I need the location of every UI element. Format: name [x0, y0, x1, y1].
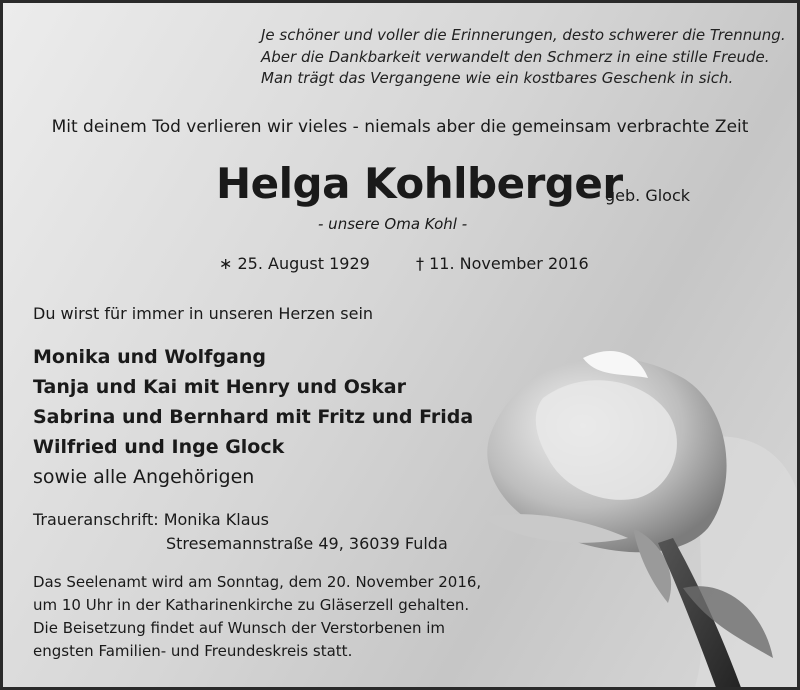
relatives-line: sowie alle Angehörigen — [33, 466, 255, 488]
survivor-name: Tanja und Kai mit Henry und Oskar — [33, 376, 406, 398]
condolence-address-street: Stresemannstraße 49, 36039 Fulda — [166, 534, 448, 553]
service-info — [33, 571, 481, 663]
quote-line: Aber die Dankbarkeit verwandelt den Schmerz in eine stille Freude. — [261, 47, 770, 66]
quote-line: Je schöner und voller die Erinnerungen, desto schwerer die Trennung. — [261, 26, 786, 44]
intro-line: Mit deinem Tod verlieren wir vieles - niemals aber die gemeinsam verbrachte Zeit — [51, 117, 749, 137]
nickname: - unsere Oma Kohl - — [318, 215, 468, 233]
service-line: engsten Familien- und Freundeskreis statt. — [33, 642, 353, 660]
birth-date: ∗ 25. August 1929 — [219, 254, 370, 273]
survivors-list — [33, 342, 473, 492]
death-date: † 11. November 2016 — [416, 254, 589, 273]
service-line: um 10 Uhr in der Katharinenkirche zu Gläserzell gehalten. — [33, 596, 470, 614]
service-line: Das Seelenamt wird am Sonntag, dem 20. November 2016, — [33, 573, 482, 591]
heart-line: Du wirst für immer in unseren Herzen sein — [33, 304, 374, 323]
survivor-name: Sabrina und Bernhard mit Fritz und Frida — [33, 406, 474, 428]
deceased-name: Helga Kohlberger — [216, 159, 623, 208]
quote-line: Man trägt das Vergangene wie ein kostbares Geschenk in sich. — [261, 69, 734, 87]
survivor-name: Wilfried und Inge Glock — [33, 436, 285, 458]
service-line: Die Beisetzung findet auf Wunsch der Verstorbenen im — [33, 619, 446, 637]
condolence-address-label: Traueranschrift: Monika Klaus — [33, 510, 269, 529]
birth-name: geb. Glock — [605, 186, 691, 205]
memorial-quote — [261, 25, 786, 90]
rose-image — [463, 338, 800, 690]
survivor-name: Monika und Wolfgang — [33, 346, 267, 368]
